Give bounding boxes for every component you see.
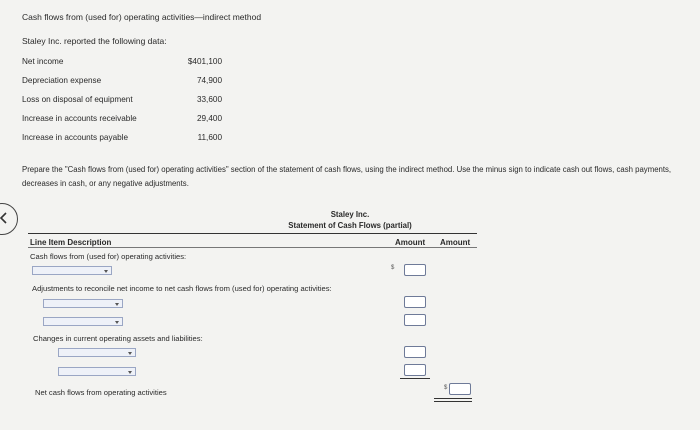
instructions-text: Prepare the "Cash flows from (used for) operating activities" section of the statement of cash flows, using the indirect method. Use the minus sign to indicate cash out flows, cash payments, decreases in cash, or any negative adjustments.	[22, 165, 672, 188]
page-title: Cash flows from (used for) operating activities—indirect method	[22, 12, 262, 22]
line-item-select[interactable]	[43, 317, 123, 326]
divider	[28, 247, 477, 248]
amount-input[interactable]	[404, 314, 426, 326]
data-label: Loss on disposal of equipment	[22, 95, 133, 104]
amount-input[interactable]	[404, 364, 426, 376]
amount-input[interactable]	[404, 296, 426, 308]
column-header-amount-2: Amount	[440, 238, 471, 247]
line-changes-label: Changes in current operating assets and liabilities:	[33, 334, 203, 343]
data-value: 29,400	[196, 114, 222, 123]
data-value: 11,600	[197, 133, 222, 142]
statement-company: Staley Inc.	[330, 210, 370, 219]
back-button[interactable]	[0, 203, 18, 235]
intro-text: Staley Inc. reported the following data:	[22, 36, 167, 46]
column-header-amount-1: Amount	[395, 238, 426, 247]
statement-title: Statement of Cash Flows (partial)	[288, 221, 412, 230]
data-value: $401,100	[187, 57, 222, 66]
data-row	[22, 131, 222, 150]
data-label: Increase in accounts payable	[22, 133, 129, 142]
line-adjustments-label: Adjustments to reconcile net income to net cash flows from (used for) operating activities:	[32, 284, 332, 293]
line-item-select[interactable]	[58, 367, 136, 376]
line-net-label: Net cash flows from operating activities	[35, 388, 167, 397]
currency-symbol: $	[391, 265, 395, 271]
subtotal-rule	[400, 378, 430, 379]
net-amount-input[interactable]	[449, 383, 471, 395]
data-value: 33,600	[196, 95, 222, 104]
data-row	[22, 93, 222, 112]
line-item-select[interactable]	[32, 266, 112, 275]
amount-input[interactable]	[404, 346, 426, 358]
data-row	[22, 112, 222, 131]
column-header-description: Line Item Description	[30, 238, 112, 247]
line-item-select[interactable]	[58, 348, 136, 357]
amount-input[interactable]	[404, 264, 426, 276]
line-item-select[interactable]	[43, 299, 123, 308]
data-row	[22, 55, 222, 74]
data-value: 74,900	[196, 76, 222, 85]
given-data-table	[22, 55, 222, 150]
currency-symbol: $	[444, 385, 448, 391]
line-operating-label: Cash flows from (used for) operating activities:	[30, 252, 187, 261]
data-label: Depreciation expense	[22, 76, 102, 85]
data-label: Net income	[22, 57, 64, 66]
data-row	[22, 74, 222, 93]
total-double-rule	[434, 398, 472, 402]
data-label: Increase in accounts receivable	[22, 114, 137, 123]
divider	[28, 233, 477, 234]
